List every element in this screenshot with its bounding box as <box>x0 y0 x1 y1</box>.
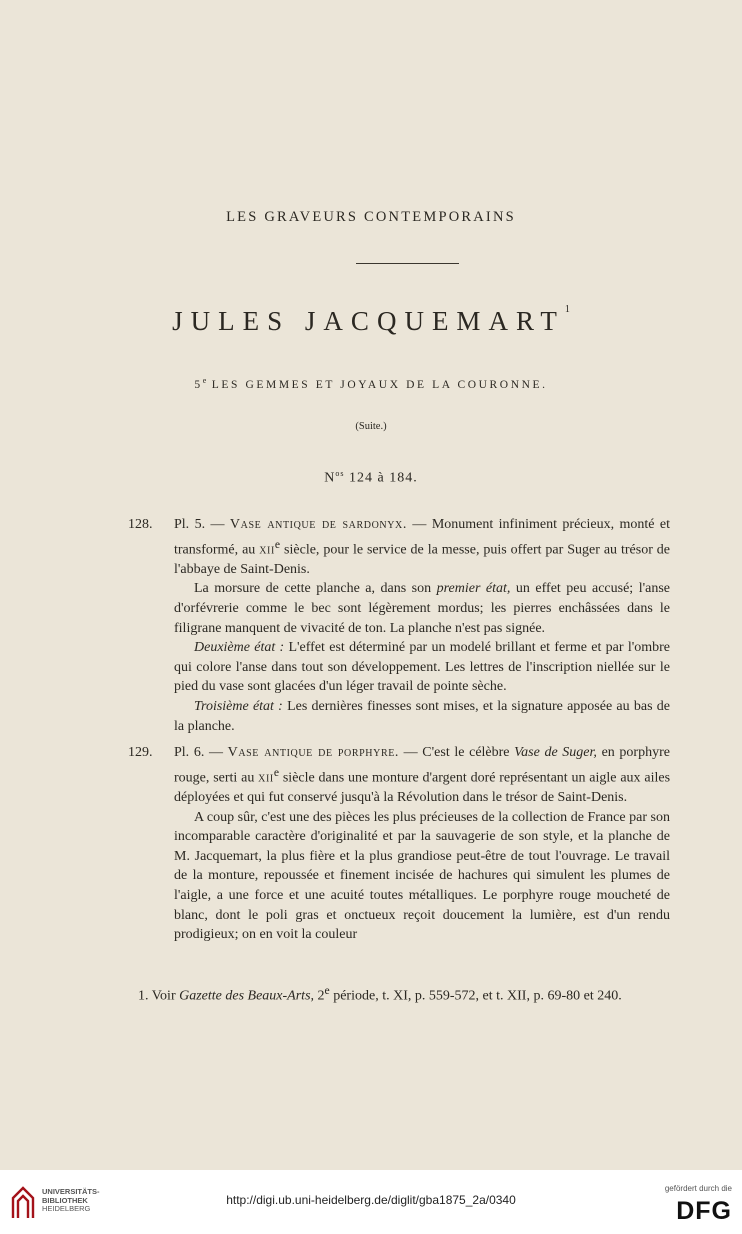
entry-paragraph: A coup sûr, c'est une des pièces les plus précieuses de la collection de France par son incomparable caractère d'originalité et par la sauvagerie de son style, et la planche de M. Jacquemart, la plus fière et la plus grandiose peut-être de tout l'ouvrage. Le travail de la monture, repoussée et finement incisée de hachures qui simulent les plumes de l'aigle, a une force et une acuité toutes métalliques. Le porphyre rouge moucheté de blanc, dont le poli gras et onctueux reçoit doucement la lumière, est d'un rendu prodigieux; on en voit la couleur <box>174 809 670 943</box>
entry-text: — Monument infiniment précieux, monté et transformé, au <box>174 517 671 558</box>
entry-text-after: siècle, pour le service de la messe, puis offert par Suger au trésor de l'abbaye de Saint-Denis. <box>174 542 671 577</box>
footnote-period-num: 2 <box>317 988 325 1004</box>
state-label: premier état, <box>436 581 511 597</box>
footnote-period-sup: e <box>324 984 330 997</box>
catalog-entry <box>128 515 670 736</box>
article-title <box>0 306 742 337</box>
library-name-line: UNIVERSITÄTS- <box>42 1187 100 1196</box>
running-head: LES GRAVEURS CONTEMPORAINS <box>226 209 516 225</box>
paragraph-text: Les dernières finesses sont mises, et la signature apposée au bas de la planche. <box>174 699 670 734</box>
entry-paragraph <box>128 697 670 736</box>
section-title-text: LES GEMMES ET JOYAUX DE LA COURONNE. <box>211 378 548 391</box>
entry-first-paragraph <box>128 743 670 807</box>
entry-number: 129. <box>128 745 153 761</box>
century-sup: e <box>274 537 281 551</box>
footnote-text: période, t. XI, p. 559-572, et t. XII, p. 69-80 et 240. <box>333 988 622 1004</box>
numbers-sup: os <box>335 469 345 478</box>
entry-heading: Vase antique de sardonyx. <box>229 517 407 532</box>
entry-first-paragraph <box>128 515 670 579</box>
title-footnote-marker: 1 <box>564 304 570 315</box>
entry-heading: Vase antique de porphyre. <box>227 745 400 761</box>
digitization-footer <box>0 1170 742 1234</box>
article-title-text: JULES JACQUEMART <box>172 306 565 336</box>
plate-ref: Pl. 6. — <box>174 745 223 761</box>
section-number: 5 <box>194 378 203 391</box>
numbers-prefix: N <box>324 470 336 486</box>
suite-note: (Suite.) <box>355 421 387 432</box>
dfg-logo: DFG <box>676 1197 732 1225</box>
state-label: Troisième état : <box>194 699 283 714</box>
library-name-line: HEIDELBERG <box>42 1204 91 1213</box>
state-label: Deuxième état : <box>194 640 285 656</box>
plate-ref: Pl. 5. — <box>174 517 225 532</box>
numbers-range <box>0 469 742 487</box>
catalog-entry <box>128 743 670 945</box>
title-rule <box>356 263 459 264</box>
entry-text: en porphyre rouge, serti au <box>174 745 670 786</box>
entry-number: 128. <box>128 517 153 532</box>
entry-text: — C'est le célèbre <box>403 745 510 761</box>
century: xii <box>259 542 275 558</box>
footnote <box>128 981 670 1007</box>
footnote-number: 1. <box>138 988 149 1004</box>
source-url-link[interactable]: http://digi.ub.uni-heidelberg.de/diglit/gba1875_2a/0340 <box>226 1193 516 1207</box>
section-title <box>0 376 742 391</box>
funded-by-label: gefördert durch die <box>664 1184 732 1193</box>
journal-title: Gazette des Beaux-Arts, <box>179 988 315 1004</box>
entry-paragraph <box>128 638 670 697</box>
entry-text-after: siècle dans une monture d'argent doré représentant un aigle aux ailes déployées et qui fut conservé jusqu'à la Révolution dans le trésor de Saint-Denis. <box>174 770 671 806</box>
body-text <box>128 515 670 952</box>
paragraph-text: un effet peu accusé; l'anse d'orfévrerie comme le bec sont légèrement mordus; les pierres enchâssées dans le filigrane manquent de vivacité de ton. La planche n'est pas signée. <box>174 581 670 636</box>
footnote-paragraph <box>128 981 670 1007</box>
numbers-range-text: 124 à 184. <box>349 470 418 486</box>
work-title: Vase de Suger, <box>514 745 597 761</box>
century-sup: e <box>273 765 280 779</box>
century: xii <box>258 770 274 786</box>
paragraph-text: L'effet est déterminé par un modelé brillant et ferme et par l'ombre qui colore l'anse dans tout son développement. Les lettres de l'inscription niellée sur le pied du vase sont glacées d'un léger travail de pointe sèche. <box>174 640 670 695</box>
footnote-text: Voir <box>151 988 176 1004</box>
paragraph-text: La morsure de cette planche a, dans son <box>194 581 432 597</box>
section-number-sup: e <box>202 376 207 385</box>
library-name-line: BIBLIOTHEK <box>42 1195 88 1205</box>
entry-paragraph <box>128 579 670 638</box>
